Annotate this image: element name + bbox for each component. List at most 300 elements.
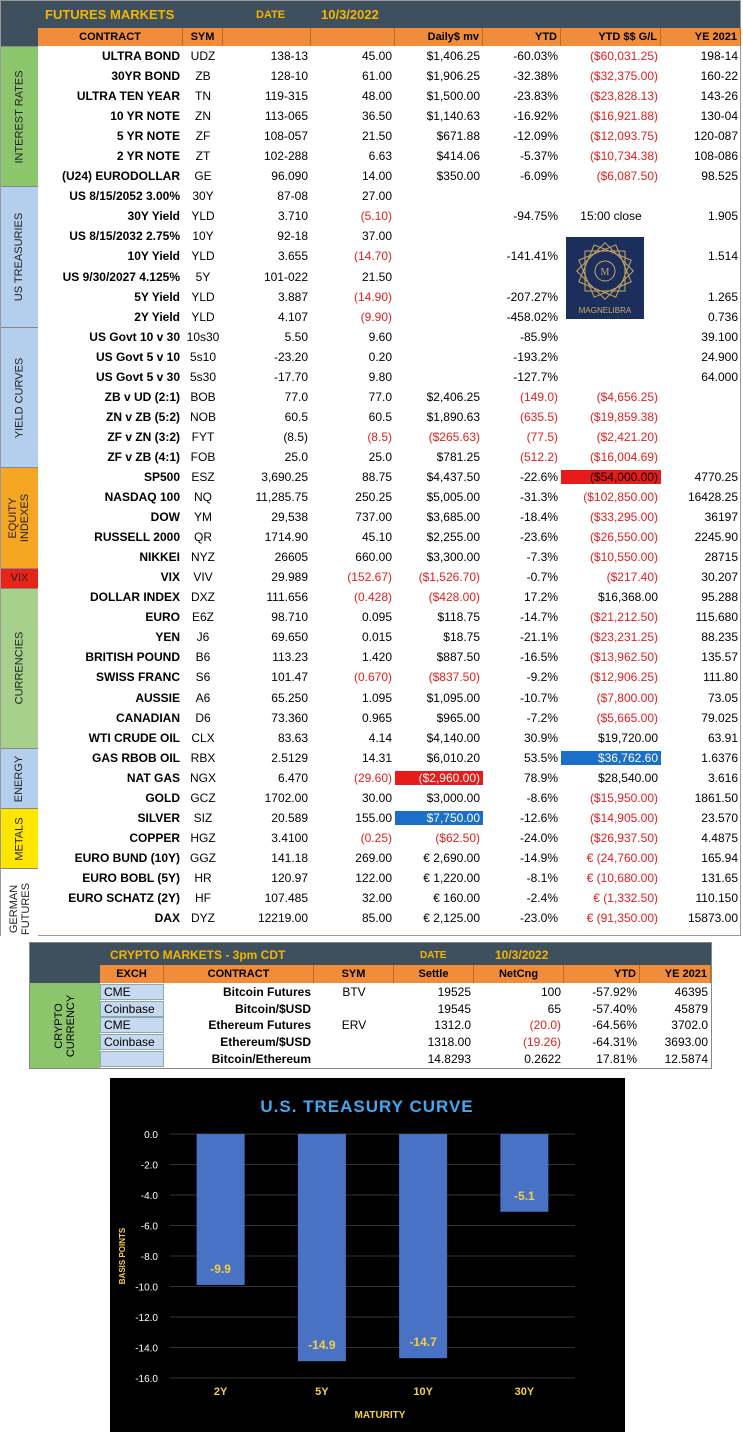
cell-contract: ZB v UD (2:1) [104, 389, 180, 404]
crypto-row [100, 1050, 711, 1067]
cell-change: 9.80 [368, 369, 392, 384]
table-row [38, 46, 741, 66]
col-price [223, 28, 311, 46]
cell-price: 1714.90 [264, 530, 308, 545]
cell-sym: YLD [191, 289, 215, 304]
cell-sym: HGZ [190, 830, 216, 845]
cell-change: (9.90) [360, 309, 392, 324]
cell-price: 101.47 [271, 670, 308, 685]
col-ye2021: YE 2021 [661, 28, 741, 46]
crypto-title-bar [30, 943, 711, 965]
y-tick-label: -6.0 [140, 1221, 158, 1233]
cell-ytd-gl: € (10,680.00) [586, 870, 658, 885]
cell-daily-mv: $350.00 [436, 169, 480, 184]
crypto-row [100, 1001, 711, 1018]
col-sym: SYM [183, 28, 223, 46]
cell-sym: A6 [195, 690, 211, 705]
cell-ye2021: 24.900 [701, 349, 738, 364]
cell-ytd-gl: ($23,231.25) [589, 630, 658, 645]
cell-daily-mv: ($1,526.70) [418, 570, 480, 585]
cell-daily-mv: $781.25 [436, 449, 480, 464]
cell-sym: 5s10 [189, 349, 217, 364]
cell-netcng: (19.26) [522, 1035, 561, 1050]
cell-daily-mv: $1,500.00 [426, 89, 480, 104]
y-tick-label: -12.0 [135, 1313, 158, 1324]
cell-ye2021: 12.5874 [664, 1051, 708, 1066]
cell-ye2021: 111.80 [703, 670, 738, 685]
crypto-date-label: DATE [420, 950, 447, 961]
cell-ytd-gl: ($10,734.38) [589, 149, 658, 164]
logo-text: MAGNELIBRA [578, 306, 632, 315]
cell-change: 85.00 [361, 911, 392, 926]
y-tick-label: -2.0 [140, 1160, 158, 1172]
cell-sym: TN [195, 89, 211, 104]
cell-contract: AUSSIE [135, 690, 180, 705]
crypto-date: 10/3/2022 [495, 948, 549, 962]
futures-date-label: DATE [256, 9, 286, 21]
cell-sym: RBX [190, 750, 216, 765]
cell-change: 737.00 [355, 510, 392, 525]
cell-daily-mv: $4,140.00 [426, 730, 480, 745]
cell-change: 88.75 [361, 470, 392, 484]
cell-contract: RUSSELL 2000 [94, 530, 180, 545]
cell-ye2021: 1.514 [707, 249, 738, 264]
cell-change: 269.00 [355, 850, 392, 865]
cell-daily-mv: $671.88 [436, 129, 480, 144]
cell-sym: YLD [191, 249, 215, 264]
cell-price: 3,690.25 [261, 470, 308, 484]
cell-change: 27.00 [361, 189, 392, 204]
cell-ytd-gl: $36,762.60 [561, 751, 661, 765]
cell-change: 36.50 [361, 109, 392, 124]
table-row [38, 407, 741, 427]
group-label-text: GERMAN FUTURES [7, 883, 32, 936]
cell-ytd: (77.5) [526, 429, 558, 444]
cell-ytd: 17.81% [596, 1051, 637, 1066]
cell-contract: SP500 [143, 470, 180, 484]
cell-ytd: -8.6% [526, 790, 558, 805]
cell-contract: US 8/15/2032 2.75% [69, 229, 180, 244]
col-crypto-sym: SYM [314, 965, 394, 983]
cell-sym: FYT [191, 429, 215, 444]
cell-ye2021: 79.025 [701, 710, 738, 725]
group-vix [1, 568, 38, 588]
cell-settle: 1312.0 [434, 1018, 471, 1033]
cell-daily-mv: ($837.50) [428, 670, 480, 685]
cell-contract: ZN v ZB (5:2) [105, 409, 180, 424]
cell-contract: US Govt 5 v 10 [95, 349, 180, 364]
crypto-row [100, 984, 711, 1001]
cell-contract: BRITISH POUND [85, 650, 180, 665]
table-row [38, 367, 741, 387]
cell-price: 60.5 [284, 409, 308, 424]
cell-ytd: -60.03% [513, 49, 558, 64]
cell-contract: CANADIAN [116, 710, 180, 725]
cell-contract: US Govt 5 v 30 [95, 369, 180, 384]
magnelibra-logo [566, 237, 644, 319]
group-us-treasuries [1, 186, 38, 326]
table-row [38, 627, 741, 647]
cell-ytd: -23.83% [513, 89, 558, 104]
cell-ytd-gl: ($4,656.25) [596, 389, 658, 404]
cell-ye2021: 98.525 [701, 169, 738, 184]
cell-ytd: -6.09% [519, 169, 558, 184]
cell-sym: HR [194, 870, 212, 885]
cell-settle: 19525 [437, 985, 471, 1000]
cell-daily-mv: $1,406.25 [426, 49, 480, 64]
cell-price: 111.656 [266, 590, 308, 605]
cell-netcng: (20.0) [529, 1018, 561, 1033]
cell-daily-mv: € 1,220.00 [423, 870, 480, 885]
table-row [38, 206, 741, 226]
cell-contract: EURO BOBL (5Y) [82, 870, 180, 885]
cell-ye2021: 15873.00 [687, 911, 738, 926]
table-row [38, 768, 741, 788]
cell-price: 3.710 [277, 209, 308, 224]
table-row [38, 527, 741, 547]
cell-change: 0.20 [368, 349, 392, 364]
cell-ytd: -57.40% [592, 1001, 637, 1016]
cell-sym: DYZ [191, 911, 215, 926]
cell-sym: YM [194, 510, 212, 525]
cell-price: 3.655 [277, 249, 308, 264]
cell-ytd: -14.9% [519, 850, 558, 865]
cell-sym: NQ [194, 490, 212, 505]
cell-price: 101-022 [263, 269, 308, 284]
cell-change: 122.00 [355, 870, 392, 885]
cell-price: 4.107 [277, 309, 308, 324]
cell-ytd: -23.6% [519, 530, 558, 545]
cell-ytd: -14.7% [519, 610, 558, 625]
group-yield-curves [1, 327, 38, 467]
cell-contract: (U24) EURODOLLAR [61, 169, 180, 184]
cell-contract: VIX [160, 570, 180, 585]
cell-ytd: -7.2% [526, 710, 558, 725]
col-crypto-contract: CONTRACT [164, 965, 314, 983]
cell-price: 6.470 [277, 770, 308, 785]
cell-change: (14.90) [353, 289, 392, 304]
cell-daily-mv: € 2,690.00 [423, 850, 480, 865]
cell-sym: DXZ [191, 590, 215, 605]
cell-ye2021: 1.6376 [701, 750, 738, 765]
cell-change: (0.25) [360, 830, 392, 845]
group-label-text: YIELD CURVES [13, 357, 26, 438]
cell-ytd-gl: ($6,087.50) [596, 169, 658, 184]
group-interest-rates [1, 46, 38, 186]
cell-ytd: -18.4% [519, 510, 558, 525]
cell-sym: E6Z [191, 610, 214, 625]
data-label: -9.9 [210, 1261, 231, 1276]
cell-sym: UDZ [190, 49, 216, 64]
cell-daily-mv: $3,300.00 [426, 550, 480, 565]
cell-change: 0.965 [361, 710, 392, 725]
cell-ytd: (149.0) [519, 389, 558, 404]
cell-ytd-gl: ($32,375.00) [589, 69, 658, 84]
cell-ytd: -458.02% [506, 309, 558, 324]
cell-sym: ZB [195, 69, 211, 84]
cell-change: 45.00 [361, 49, 392, 64]
table-row [38, 808, 741, 828]
cell-ytd-gl: ($16,004.69) [589, 449, 658, 464]
cell-change: (152.67) [347, 570, 392, 585]
cell-sym: ZF [195, 129, 211, 144]
data-label: -5.1 [514, 1188, 535, 1203]
cell-change: 21.50 [361, 269, 392, 284]
cell-contract: US 8/15/2052 3.00% [69, 189, 180, 204]
cell-change: 0.015 [361, 630, 392, 645]
col-daily-mv: Daily$ mv [395, 28, 483, 46]
cell-daily-mv: $1,906.25 [426, 69, 480, 84]
cell-price: 3.887 [277, 289, 308, 304]
crypto-rows [100, 984, 711, 1067]
cell-change: 0.095 [361, 610, 392, 625]
cell-ye2021: 1861.50 [694, 790, 738, 805]
cell-price: 119-315 [264, 89, 308, 104]
futures-title-bar [1, 1, 740, 28]
logo-mark: M [600, 267, 610, 278]
cell-ye2021: 45879 [674, 1001, 708, 1016]
cell-sym: HF [195, 890, 211, 905]
cell-change: (0.428) [353, 590, 392, 605]
cell-contract: SWISS FRANC [96, 670, 180, 685]
cell-ye2021: 3693.00 [664, 1035, 708, 1050]
cell-price: -17.70 [273, 369, 308, 384]
cell-sym: QR [194, 530, 212, 545]
table-row [38, 427, 741, 447]
cell-ytd: -5.37% [519, 149, 558, 164]
cell-ye2021: 64.000 [701, 369, 738, 384]
cell-sym: 10s30 [186, 329, 220, 344]
cell-ytd-gl: ($60,031.25) [589, 49, 658, 64]
cell-ye2021: 4.4875 [701, 830, 738, 845]
cell-daily-mv: $6,010.20 [426, 750, 480, 765]
cell-change: 4.14 [368, 730, 392, 745]
cell-contract: NAT GAS [126, 770, 180, 785]
cell-ytd-gl: ($54,000.00) [561, 470, 661, 484]
cell-contract: YEN [155, 630, 180, 645]
cell-price: 20.589 [271, 810, 308, 825]
cell-price: -23.20 [273, 349, 308, 364]
cell-ye2021: 46395 [674, 985, 708, 1000]
table-row [38, 467, 741, 487]
group-label-text: EQUITY INDEXES [7, 493, 32, 543]
cell-netcng: 100 [540, 985, 561, 1000]
cell-daily-mv: $18.75 [443, 630, 480, 645]
cell-ytd: (512.2) [519, 449, 558, 464]
cell-change: 1.095 [361, 690, 392, 705]
cell-sym: FOB [190, 449, 216, 464]
cell-sym: SIZ [193, 810, 213, 825]
cell-ytd: -31.3% [519, 490, 558, 505]
col-change [311, 28, 395, 46]
cell-contract: GOLD [145, 790, 180, 805]
table-row [38, 728, 741, 748]
cell-ytd-gl: ($23,828.13) [589, 89, 658, 104]
header-corner [1, 28, 38, 46]
col-crypto-ytd: YTD [564, 965, 640, 983]
cell-daily-mv: $2,406.25 [426, 389, 480, 404]
x-tick-label: 10Y [413, 1386, 433, 1398]
x-tick-label: 5Y [315, 1386, 329, 1398]
cell-change: 25.0 [368, 449, 392, 464]
col-contract: CONTRACT [38, 28, 183, 46]
cell-sym: NOB [189, 409, 216, 424]
cell-exch: CME [100, 1017, 164, 1033]
cell-price: 107.485 [264, 890, 308, 905]
cell-ye2021: 198-14 [700, 49, 738, 64]
cell-sym: ZT [195, 149, 211, 164]
table-row [38, 848, 741, 868]
y-tick-label: -4.0 [140, 1191, 158, 1202]
cell-ytd: -64.56% [592, 1018, 637, 1033]
table-row [38, 748, 741, 768]
cell-ye2021: 30.207 [701, 570, 738, 585]
cell-sym: NGX [189, 770, 216, 785]
cell-ye2021: 36197 [704, 510, 738, 525]
x-tick-label: 2Y [213, 1386, 228, 1398]
cell-change: 37.00 [361, 229, 392, 244]
group-label-text: US TREASURIES [13, 212, 26, 302]
x-tick-label: 30Y [514, 1386, 535, 1398]
cell-change: (8.5) [367, 429, 392, 444]
cell-daily-mv: $1,890.63 [426, 409, 480, 424]
cell-contract: US 9/30/2027 4.125% [62, 269, 180, 284]
cell-change: 14.00 [361, 169, 392, 184]
cell-ytd: -16.5% [519, 650, 558, 665]
cell-ye2021: 28715 [704, 550, 738, 565]
cell-exch: Coinbase [100, 1001, 164, 1017]
crypto-header-row [100, 965, 711, 983]
cell-ytd-gl: ($26,937.50) [589, 830, 658, 845]
table-row [38, 347, 741, 367]
data-label: -14.9 [308, 1338, 336, 1353]
cell-change: 1.420 [361, 650, 392, 665]
cell-change: 60.5 [368, 409, 392, 424]
y-tick-label: -8.0 [140, 1252, 158, 1263]
col-ytd-gl: YTD $$ G/L [561, 28, 661, 46]
table-row [38, 708, 741, 728]
cell-ytd-gl: ($10,550.00) [589, 550, 658, 565]
cell-ye2021: 4770.25 [694, 470, 738, 484]
cell-ytd-gl: ($16,921.88) [589, 109, 658, 124]
cell-ytd: -207.27% [506, 289, 558, 304]
group-currencies [1, 588, 38, 748]
cell-price: 26605 [274, 550, 308, 565]
cell-ytd: -64.31% [592, 1035, 637, 1050]
table-row [38, 507, 741, 527]
cell-change: 9.60 [368, 329, 392, 344]
cell-change: (14.70) [353, 249, 392, 264]
group-metals [1, 808, 38, 868]
cell-daily-mv: ($265.63) [428, 429, 480, 444]
cell-ytd-gl: ($33,295.00) [589, 510, 658, 525]
cell-price: 87-08 [277, 189, 308, 204]
cell-change: 30.00 [361, 790, 392, 805]
cell-change: 250.25 [355, 490, 392, 505]
cell-contract: WTI CRUDE OIL [88, 730, 180, 745]
cell-price: 5.50 [284, 329, 308, 344]
cell-ytd: -22.6% [519, 470, 558, 484]
cell-contract: ULTRA TEN YEAR [76, 89, 180, 104]
cell-price: 1702.00 [264, 790, 308, 805]
cell-exch: CME [100, 984, 164, 1000]
cell-sym: 5Y [195, 269, 211, 284]
y-tick-label: -14.0 [135, 1343, 158, 1355]
table-row [38, 567, 741, 587]
cell-sym: ERV [341, 1018, 367, 1033]
cell-contract: 2Y Yield [134, 309, 180, 324]
cell-settle: 1318.00 [427, 1035, 471, 1050]
col-ytd: YTD [483, 28, 561, 46]
x-axis-label: MATURITY [354, 1410, 406, 1421]
cell-contract: GAS RBOB OIL [91, 750, 180, 765]
group-label-text: CURRENCIES [13, 631, 26, 705]
cell-ytd: -141.41% [506, 249, 558, 264]
table-row [38, 387, 741, 407]
cell-price: (8.5) [283, 429, 308, 444]
table-row [38, 186, 741, 206]
cell-price: 65.250 [271, 690, 308, 705]
cell-ytd: (635.5) [519, 409, 558, 424]
cell-contract: DOLLAR INDEX [90, 590, 180, 605]
cell-ytd: -16.92% [513, 109, 558, 124]
cell-price: 92-18 [277, 229, 308, 244]
cell-daily-mv: $414.06 [436, 149, 480, 164]
cell-ytd-gl: ($13,962.50) [589, 650, 658, 665]
cell-price: 2.5129 [271, 750, 308, 765]
cell-sym: BOB [190, 389, 216, 404]
col-settle: Settle [394, 965, 474, 983]
cell-daily-mv: $965.00 [436, 710, 480, 725]
table-row [38, 447, 741, 467]
chart-title: U.S. TREASURY CURVE [260, 1097, 474, 1116]
cell-change: (29.60) [353, 770, 392, 785]
cell-daily-mv: $118.75 [437, 610, 480, 625]
cell-daily-mv: ($428.00) [428, 590, 480, 605]
futures-date: 10/3/2022 [321, 7, 379, 22]
cell-sym: NYZ [191, 550, 215, 565]
cell-ytd: -8.1% [526, 870, 558, 885]
cell-change: 660.00 [355, 550, 392, 565]
cell-sym: 10Y [192, 229, 214, 244]
cell-contract: NASDAQ 100 [104, 490, 180, 505]
cell-sym: YLD [191, 309, 215, 324]
table-row [38, 166, 741, 186]
cell-ytd: -32.38% [513, 69, 558, 84]
table-row [38, 888, 741, 908]
cell-contract: 5Y Yield [134, 289, 180, 304]
table-row [38, 828, 741, 848]
cell-ytd-gl: ($12,093.75) [589, 129, 658, 144]
y-axis-label: BASIS POINTS [118, 1227, 127, 1285]
cell-ytd: -127.7% [513, 369, 558, 384]
cell-contract: Bitcoin/Ethereum [211, 1051, 311, 1066]
crypto-header-corner [30, 965, 100, 983]
col-exch: EXCH [100, 965, 164, 983]
y-tick-label: -16.0 [135, 1374, 158, 1385]
cell-price: 96.090 [271, 169, 308, 184]
futures-title: FUTURES MARKETS [45, 7, 175, 22]
cell-ytd-gl: € (24,760.00) [586, 850, 658, 865]
cell-daily-mv: $3,685.00 [426, 510, 480, 525]
cell-ye2021: 131.65 [701, 870, 738, 885]
cell-sym: ESZ [191, 470, 215, 484]
treasury-curve-chart [110, 1078, 625, 1432]
table-row [38, 126, 741, 146]
cell-sym: BTV [342, 985, 366, 1000]
cell-ye2021: 130-04 [700, 109, 738, 124]
cell-daily-mv: $4,437.50 [426, 470, 480, 484]
